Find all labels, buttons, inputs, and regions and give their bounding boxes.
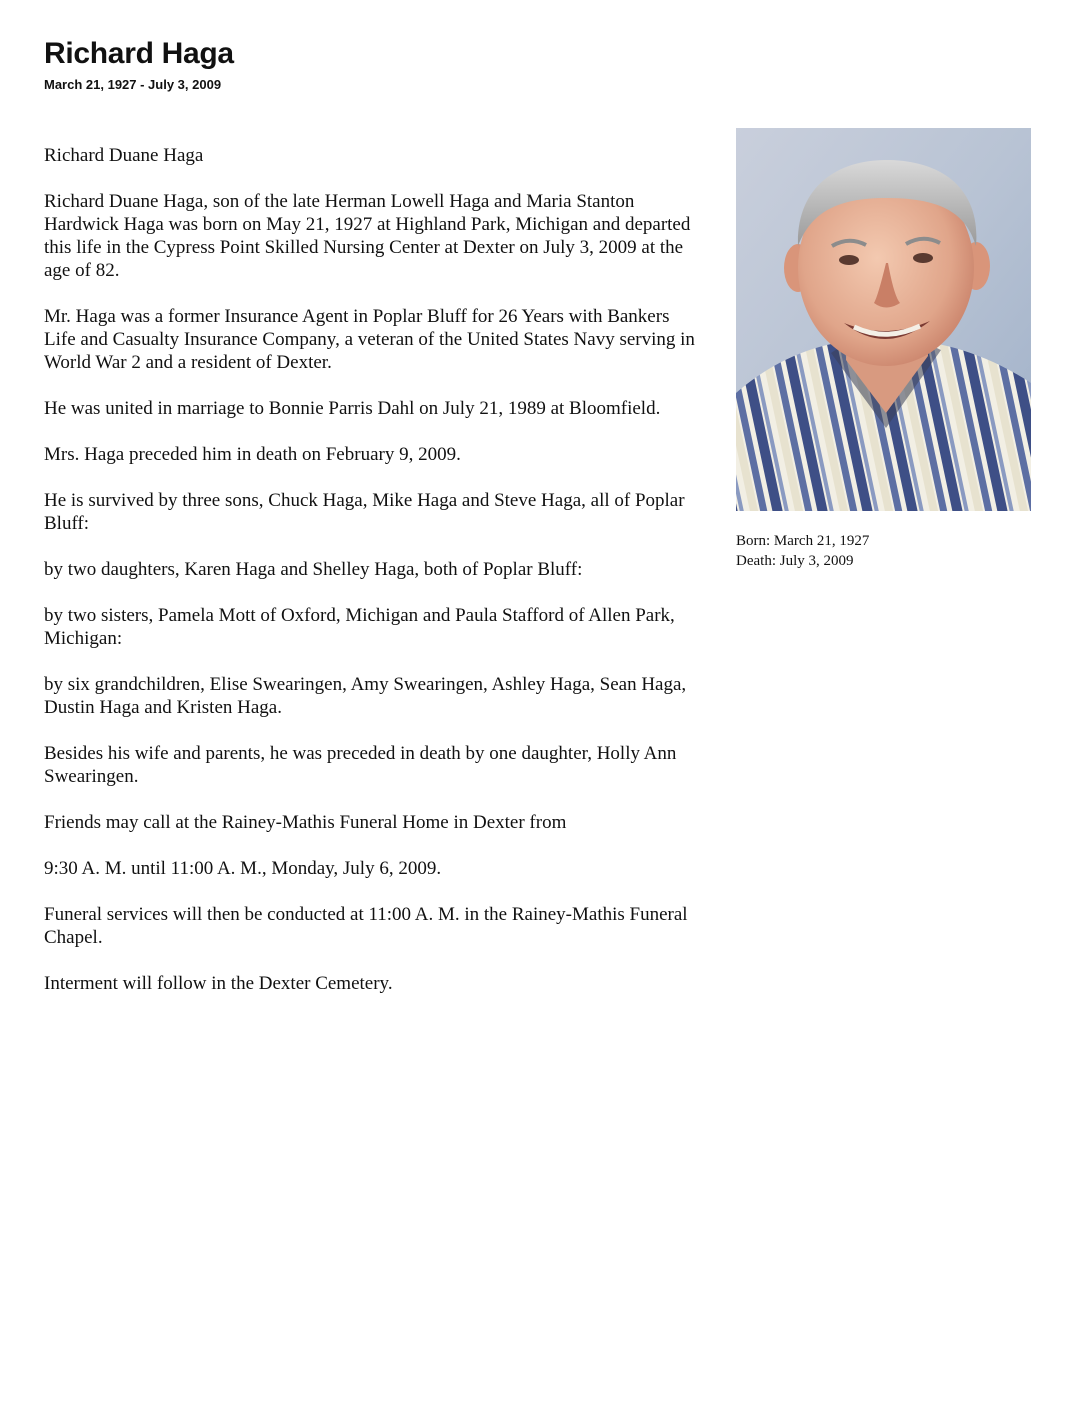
- life-dates: March 21, 1927 - July 3, 2009: [44, 77, 222, 92]
- obituary-paragraph: He was united in marriage to Bonnie Parris Dahl on July 21, 1989 at Bloomfield.: [44, 398, 661, 419]
- obituary-paragraph: Richard Duane Haga, son of the late Herman Lowell Haga and Maria Stanton Hardwick Haga was born on May 21, 1927 at Highland Park, Michigan and departed this life in the Cypress Point Skilled Nursing Center at Dexter on July 3, 2009 at the age of 82.: [44, 191, 691, 281]
- obituary-paragraph: He is survived by three sons, Chuck Haga, Mike Haga and Steve Haga, all of Poplar Bluff:: [44, 490, 685, 534]
- portrait-photo: [736, 128, 1031, 511]
- photo-caption: [736, 531, 869, 571]
- obituary-paragraph: Funeral services will then be conducted at 11:00 A. M. in the Rainey-Mathis Funeral Chapel.: [44, 904, 688, 948]
- obituary-paragraph: Mrs. Haga preceded him in death on February 9, 2009.: [44, 444, 461, 465]
- death-date: Death: July 3, 2009: [736, 553, 854, 569]
- obituary-paragraph: Richard Duane Haga: [44, 145, 204, 166]
- obituary-paragraph: by six grandchildren, Elise Swearingen, Amy Swearingen, Ashley Haga, Sean Haga, Dustin Haga and Kristen Haga.: [44, 674, 687, 718]
- obituary-body: [44, 144, 704, 1018]
- birth-date: Born: March 21, 1927: [736, 533, 870, 549]
- obituary-paragraph: Friends may call at the Rainey-Mathis Funeral Home in Dexter from: [44, 812, 567, 833]
- obituary-header: [44, 36, 234, 94]
- obituary-paragraph: by two daughters, Karen Haga and Shelley Haga, both of Poplar Bluff:: [44, 559, 583, 580]
- obituary-paragraph: Besides his wife and parents, he was preceded in death by one daughter, Holly Ann Swearingen.: [44, 743, 677, 787]
- portrait-photo-graphic: [736, 128, 1031, 511]
- obituary-paragraph: by two sisters, Pamela Mott of Oxford, Michigan and Paula Stafford of Allen Park, Michigan:: [44, 605, 675, 649]
- obituary-paragraph: 9:30 A. M. until 11:00 A. M., Monday, July 6, 2009.: [44, 858, 442, 879]
- page-title: Richard Haga: [44, 37, 234, 70]
- obituary-paragraph: Mr. Haga was a former Insurance Agent in Poplar Bluff for 26 Years with Bankers Life and Casualty Insurance Company, a veteran of the United States Navy serving in World War 2 and a resident of Dexter.: [44, 306, 695, 373]
- obituary-paragraph: Interment will follow in the Dexter Cemetery.: [44, 973, 393, 994]
